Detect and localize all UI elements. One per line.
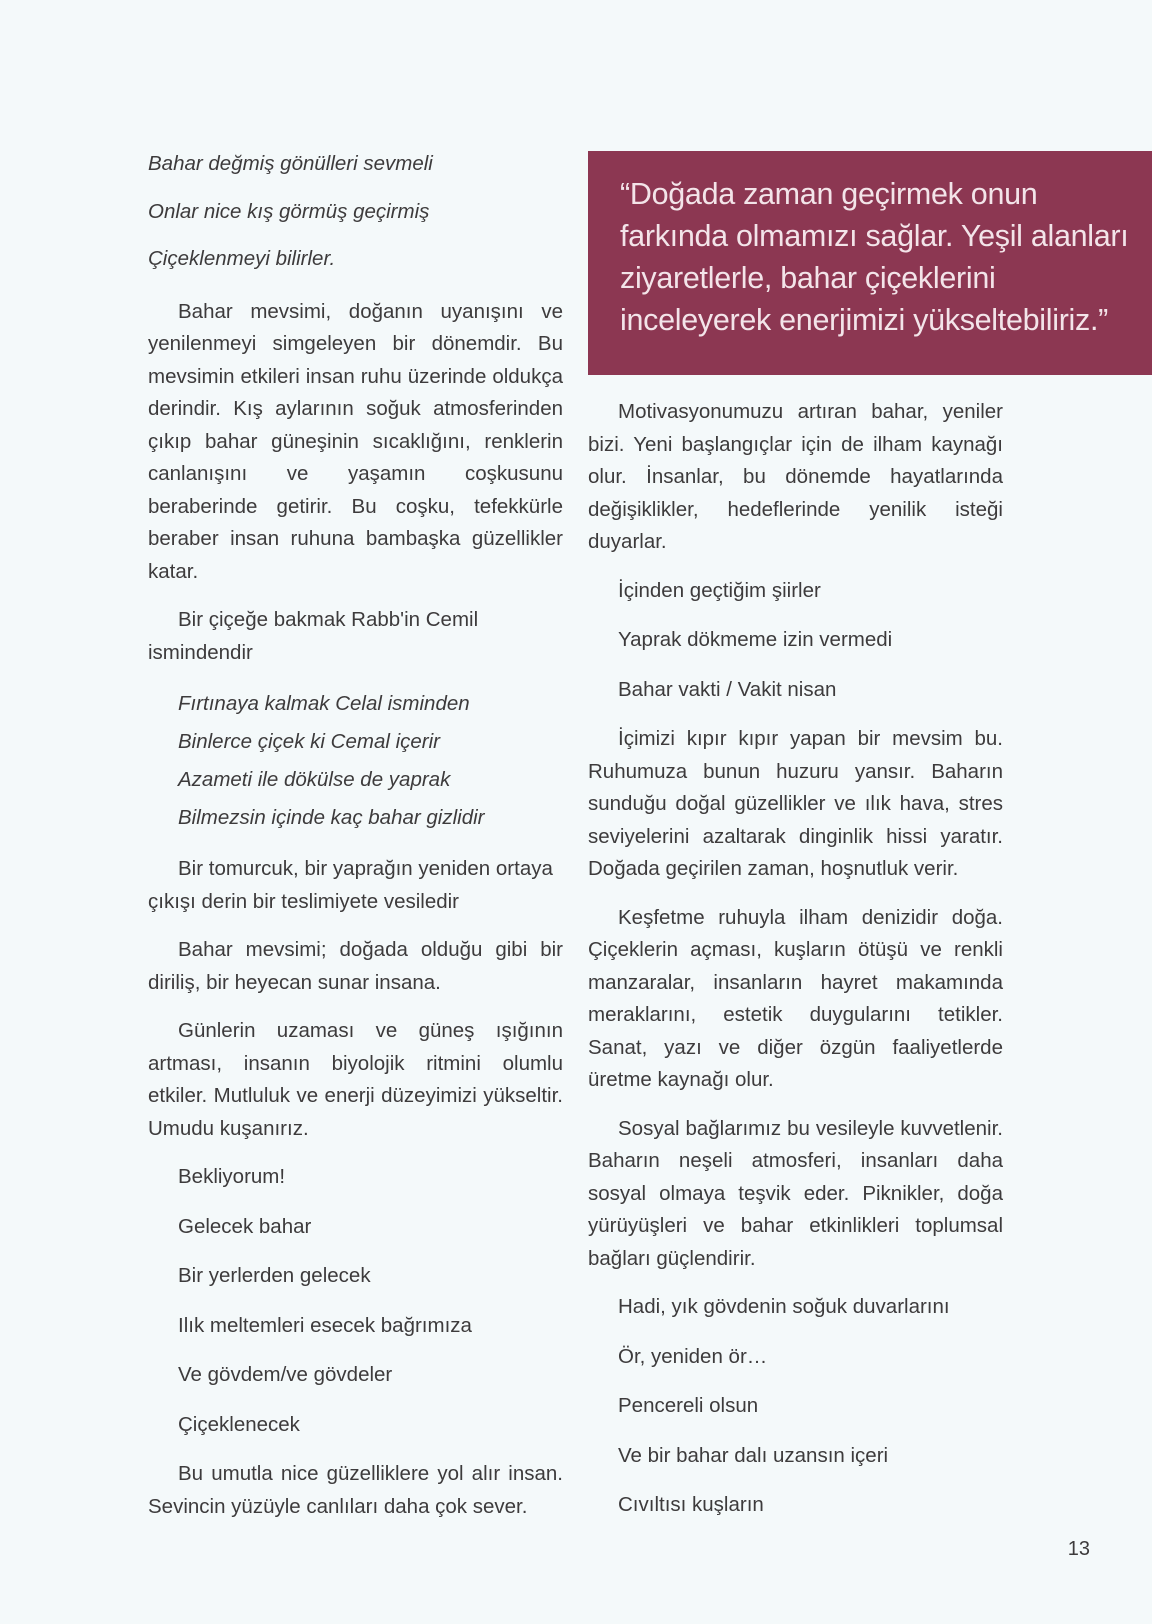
epigraph-line: Onlar nice kış görmüş geçirmiş <box>148 199 430 223</box>
verse-line: Pencereli olsun <box>618 1394 759 1417</box>
body-paragraph: Motivasyonumuzu artıran bahar, yeniler bizi. Yeni başlangıçlar için de ilham kaynağı olur. İnsanlar, bu dönemde hayatlarında değişiklikler, hedeflerinde yenilik isteği duyarlar. <box>588 400 1003 553</box>
page-number: 13 <box>1067 1538 1090 1560</box>
body-paragraph: Sosyal bağlarımız bu vesileyle kuvvetlenir. Baharın neşeli atmosferi, insanları daha sosyal olmaya teşvik eder. Piknikler, doğa yürüyüşleri ve bahar etkinlikleri toplumsal bağları güçlendirir. <box>588 1116 1003 1270</box>
poem-stanza <box>148 685 563 837</box>
epigraph-line: Çiçeklenmeyi bilirler. <box>148 247 336 270</box>
body-paragraph: İçimizi kıpır kıpır yapan bir mevsim bu. Ruhumuza bunun huzuru yansır. Baharın sunduğu doğal güzellikler ve ılık hava, stres seviyelerini azaltarak dinginlik hissi yaratır. Doğada geçirilen zaman, hoşnutluk verir. <box>588 727 1003 880</box>
verse-line: Ör, yeniden ör… <box>618 1344 768 1368</box>
verse-line: İçinden geçtiğim şiirler <box>618 578 821 602</box>
body-paragraph: Bahar mevsimi, doğanın uyanışını ve yenilenmeyi simgeleyen bir dönemdir. Bu mevsimin etkileri insan ruhu üzerinde oldukça derindir. Kış aylarının soğuk atmosferinden çıkıp bahar güneşinin sıcaklığını, renklerin canlanışını ve yaşamın coşkusunu beraberinde getirir. Bu coşku, tefekkürle beraber insan ruhuna bambaşka güzellikler katar. <box>148 299 563 583</box>
verse-line: Çiçeklenecek <box>178 1412 300 1436</box>
body-paragraph: Bu umutla nice güzelliklere yol alır insan. Sevincin yüzüyle canlıları daha çok sever. <box>148 1462 563 1518</box>
right-column <box>588 396 1003 1539</box>
verse-line: Ve bir bahar dalı uzansın içeri <box>618 1443 889 1467</box>
verse-line: Bir yerlerden gelecek <box>178 1264 371 1287</box>
verse-line: Ve gövdem/ve gövdeler <box>178 1363 393 1386</box>
epigraph-line: Bahar değmiş gönülleri sevmeli <box>148 152 433 175</box>
pull-quote-text: “Doğada zaman geçirmek onun farkında olmamızı sağlar. Yeşil alanları ziyaretlerle, bahar çiçeklerini inceleyerek enerjimizi yükseltebiliriz.” <box>620 177 1129 337</box>
verse-line: Ilık meltemleri esecek bağrımıza <box>178 1313 472 1337</box>
poem-line: Bilmezsin içinde kaç bahar gizlidir <box>178 806 485 829</box>
body-paragraph: Bir tomurcuk, bir yaprağın yeniden ortaya çıkışı derin bir teslimiyete vesiledir <box>148 857 553 913</box>
verse-line: Bekliyorum! <box>178 1165 286 1188</box>
poem-line: Binlerce çiçek ki Cemal içerir <box>178 730 441 753</box>
poem-line: Fırtınaya kalmak Celal isminden <box>178 692 470 715</box>
body-paragraph: Günlerin uzaması ve güneş ışığının artması, insanın biyolojik ritmini olumlu etkiler. Mutluluk ve enerji düzeyimizi yükseltir. Umudu kuşanırız. <box>148 1019 563 1140</box>
body-paragraph: Bahar mevsimi; doğada olduğu gibi bir diriliş, bir heyecan sunar insana. <box>148 938 563 994</box>
verse-line: Cıvıltısı kuşların <box>618 1493 764 1516</box>
pull-quote-box <box>588 151 1152 375</box>
left-column <box>148 148 563 1539</box>
body-paragraph: Keşfetme ruhuyla ilham denizidir doğa. Çiçeklerin açması, kuşların ötüşü ve renkli manzaralar, insanların hayret makamında meraklarını, estetik duygularını tetikler. Sanat, yazı ve diğer özgün faaliyetlerde üretme kaynağı olur. <box>588 905 1003 1091</box>
verse-line: Bahar vakti / Vakit nisan <box>618 677 837 701</box>
verse-line: Gelecek bahar <box>178 1214 312 1238</box>
poem-line: Azameti ile dökülse de yaprak <box>178 768 451 791</box>
verse-line: Yaprak dökmeme izin vermedi <box>618 628 893 651</box>
body-paragraph: Bir çiçeğe bakmak Rabb'in Cemil ismindendir <box>148 608 479 664</box>
verse-line: Hadi, yık gövdenin soğuk duvarlarını <box>618 1295 950 1318</box>
